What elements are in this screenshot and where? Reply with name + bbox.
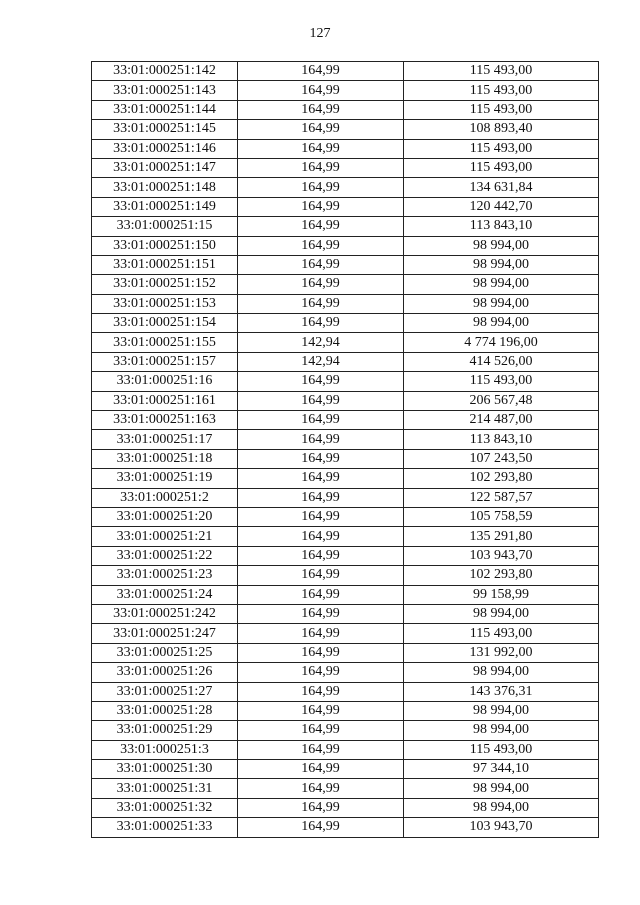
table-row	[92, 760, 599, 779]
cadastral-number-cell: 33:01:000251:143	[92, 81, 238, 100]
cadastral-value-cell: 115 493,00	[404, 624, 599, 643]
table-row	[92, 372, 599, 391]
table-row	[92, 197, 599, 216]
rate-cell: 164,99	[238, 275, 404, 294]
cadastral-value-cell: 98 994,00	[404, 236, 599, 255]
rate-cell: 164,99	[238, 701, 404, 720]
rate-cell: 164,99	[238, 217, 404, 236]
cadastral-value-cell: 115 493,00	[404, 100, 599, 119]
table-row	[92, 798, 599, 817]
table-row	[92, 430, 599, 449]
cadastral-number-cell: 33:01:000251:145	[92, 120, 238, 139]
rate-cell: 164,99	[238, 197, 404, 216]
table-row	[92, 139, 599, 158]
cadastral-value-cell: 122 587,57	[404, 488, 599, 507]
cadastral-value-cell: 206 567,48	[404, 391, 599, 410]
cadastral-number-cell: 33:01:000251:155	[92, 333, 238, 352]
table-row	[92, 527, 599, 546]
cadastral-value-cell: 115 493,00	[404, 740, 599, 759]
rate-cell: 164,99	[238, 294, 404, 313]
cadastral-value-cell: 97 344,10	[404, 760, 599, 779]
cadastral-number-cell: 33:01:000251:148	[92, 178, 238, 197]
cadastral-value-cell: 143 376,31	[404, 682, 599, 701]
rate-cell: 164,99	[238, 120, 404, 139]
cadastral-number-cell: 33:01:000251:163	[92, 411, 238, 430]
rate-cell: 164,99	[238, 643, 404, 662]
rate-cell: 164,99	[238, 158, 404, 177]
cadastral-value-cell: 98 994,00	[404, 275, 599, 294]
table-row	[92, 158, 599, 177]
rate-cell: 164,99	[238, 488, 404, 507]
table-row	[92, 352, 599, 371]
cadastral-number-cell: 33:01:000251:25	[92, 643, 238, 662]
table-row	[92, 624, 599, 643]
cadastral-number-cell: 33:01:000251:157	[92, 352, 238, 371]
rate-cell: 142,94	[238, 352, 404, 371]
cadastral-number-cell: 33:01:000251:146	[92, 139, 238, 158]
table-row	[92, 488, 599, 507]
cadastral-number-cell: 33:01:000251:32	[92, 798, 238, 817]
rate-cell: 164,99	[238, 391, 404, 410]
rate-cell: 164,99	[238, 178, 404, 197]
cadastral-number-cell: 33:01:000251:20	[92, 507, 238, 526]
rate-cell: 164,99	[238, 507, 404, 526]
table-row	[92, 701, 599, 720]
table-row	[92, 255, 599, 274]
cadastral-value-cell: 103 943,70	[404, 818, 599, 837]
cadastral-number-cell: 33:01:000251:22	[92, 546, 238, 565]
cadastral-value-cell: 113 843,10	[404, 217, 599, 236]
cadastral-number-cell: 33:01:000251:150	[92, 236, 238, 255]
table-body	[92, 62, 599, 838]
table-row	[92, 391, 599, 410]
cadastral-value-cell: 98 994,00	[404, 255, 599, 274]
cadastral-number-cell: 33:01:000251:29	[92, 721, 238, 740]
table-row	[92, 818, 599, 837]
cadastral-number-cell: 33:01:000251:144	[92, 100, 238, 119]
cadastral-value-cell: 107 243,50	[404, 449, 599, 468]
rate-cell: 164,99	[238, 546, 404, 565]
cadastral-value-cell: 115 493,00	[404, 372, 599, 391]
cadastral-value-cell: 103 943,70	[404, 546, 599, 565]
cadastral-value-cell: 214 487,00	[404, 411, 599, 430]
cadastral-number-cell: 33:01:000251:151	[92, 255, 238, 274]
cadastral-value-cell: 99 158,99	[404, 585, 599, 604]
rate-cell: 164,99	[238, 62, 404, 81]
rate-cell: 164,99	[238, 236, 404, 255]
cadastral-value-cell: 113 843,10	[404, 430, 599, 449]
table-row	[92, 275, 599, 294]
cadastral-number-cell: 33:01:000251:23	[92, 566, 238, 585]
rate-cell: 164,99	[238, 585, 404, 604]
table-row	[92, 120, 599, 139]
rate-cell: 164,99	[238, 449, 404, 468]
cadastral-number-cell: 33:01:000251:15	[92, 217, 238, 236]
rate-cell: 164,99	[238, 139, 404, 158]
cadastral-value-table	[91, 61, 599, 838]
table-row	[92, 294, 599, 313]
cadastral-number-cell: 33:01:000251:154	[92, 314, 238, 333]
table-row	[92, 449, 599, 468]
cadastral-number-cell: 33:01:000251:147	[92, 158, 238, 177]
table-row	[92, 779, 599, 798]
cadastral-value-cell: 115 493,00	[404, 139, 599, 158]
cadastral-number-cell: 33:01:000251:26	[92, 663, 238, 682]
cadastral-number-cell: 33:01:000251:28	[92, 701, 238, 720]
cadastral-number-cell: 33:01:000251:19	[92, 469, 238, 488]
table-row	[92, 333, 599, 352]
rate-cell: 164,99	[238, 469, 404, 488]
rate-cell: 164,99	[238, 255, 404, 274]
table-row	[92, 721, 599, 740]
table-row	[92, 81, 599, 100]
rate-cell: 164,99	[238, 624, 404, 643]
cadastral-number-cell: 33:01:000251:152	[92, 275, 238, 294]
rate-cell: 164,99	[238, 779, 404, 798]
table-row	[92, 62, 599, 81]
table-row	[92, 469, 599, 488]
rate-cell: 164,99	[238, 682, 404, 701]
cadastral-number-cell: 33:01:000251:27	[92, 682, 238, 701]
rate-cell: 164,99	[238, 721, 404, 740]
rate-cell: 164,99	[238, 604, 404, 623]
cadastral-number-cell: 33:01:000251:30	[92, 760, 238, 779]
cadastral-number-cell: 33:01:000251:247	[92, 624, 238, 643]
cadastral-value-cell: 108 893,40	[404, 120, 599, 139]
cadastral-value-cell: 98 994,00	[404, 721, 599, 740]
cadastral-value-cell: 120 442,70	[404, 197, 599, 216]
table-row	[92, 566, 599, 585]
cadastral-value-cell: 135 291,80	[404, 527, 599, 546]
cadastral-number-cell: 33:01:000251:17	[92, 430, 238, 449]
cadastral-number-cell: 33:01:000251:3	[92, 740, 238, 759]
cadastral-value-cell: 98 994,00	[404, 604, 599, 623]
table-row	[92, 507, 599, 526]
table-row	[92, 643, 599, 662]
table-row	[92, 585, 599, 604]
cadastral-value-cell: 98 994,00	[404, 798, 599, 817]
cadastral-value-cell: 102 293,80	[404, 469, 599, 488]
table-row	[92, 178, 599, 197]
cadastral-value-cell: 98 994,00	[404, 663, 599, 682]
rate-cell: 164,99	[238, 100, 404, 119]
rate-cell: 142,94	[238, 333, 404, 352]
rate-cell: 164,99	[238, 527, 404, 546]
rate-cell: 164,99	[238, 818, 404, 837]
table-row	[92, 740, 599, 759]
cadastral-value-cell: 414 526,00	[404, 352, 599, 371]
cadastral-value-cell: 131 992,00	[404, 643, 599, 662]
rate-cell: 164,99	[238, 760, 404, 779]
table-row	[92, 663, 599, 682]
table-row	[92, 217, 599, 236]
table-row	[92, 682, 599, 701]
table-row	[92, 236, 599, 255]
cadastral-number-cell: 33:01:000251:149	[92, 197, 238, 216]
cadastral-number-cell: 33:01:000251:153	[92, 294, 238, 313]
cadastral-value-cell: 115 493,00	[404, 81, 599, 100]
cadastral-value-cell: 98 994,00	[404, 314, 599, 333]
cadastral-number-cell: 33:01:000251:142	[92, 62, 238, 81]
table-row	[92, 546, 599, 565]
rate-cell: 164,99	[238, 81, 404, 100]
table-row	[92, 604, 599, 623]
cadastral-value-cell: 98 994,00	[404, 294, 599, 313]
rate-cell: 164,99	[238, 314, 404, 333]
cadastral-value-cell: 4 774 196,00	[404, 333, 599, 352]
cadastral-number-cell: 33:01:000251:24	[92, 585, 238, 604]
cadastral-number-cell: 33:01:000251:33	[92, 818, 238, 837]
cadastral-number-cell: 33:01:000251:18	[92, 449, 238, 468]
rate-cell: 164,99	[238, 430, 404, 449]
cadastral-number-cell: 33:01:000251:2	[92, 488, 238, 507]
table-row	[92, 100, 599, 119]
rate-cell: 164,99	[238, 411, 404, 430]
cadastral-value-cell: 134 631,84	[404, 178, 599, 197]
cadastral-value-cell: 115 493,00	[404, 158, 599, 177]
cadastral-value-cell: 105 758,59	[404, 507, 599, 526]
rate-cell: 164,99	[238, 372, 404, 391]
cadastral-number-cell: 33:01:000251:16	[92, 372, 238, 391]
cadastral-value-cell: 98 994,00	[404, 779, 599, 798]
cadastral-number-cell: 33:01:000251:242	[92, 604, 238, 623]
cadastral-number-cell: 33:01:000251:161	[92, 391, 238, 410]
rate-cell: 164,99	[238, 798, 404, 817]
table-row	[92, 314, 599, 333]
page-number: 127	[309, 26, 331, 41]
rate-cell: 164,99	[238, 740, 404, 759]
rate-cell: 164,99	[238, 566, 404, 585]
cadastral-value-cell: 98 994,00	[404, 701, 599, 720]
cadastral-number-cell: 33:01:000251:31	[92, 779, 238, 798]
table-row	[92, 411, 599, 430]
cadastral-number-cell: 33:01:000251:21	[92, 527, 238, 546]
cadastral-value-cell: 102 293,80	[404, 566, 599, 585]
rate-cell: 164,99	[238, 663, 404, 682]
cadastral-value-cell: 115 493,00	[404, 62, 599, 81]
